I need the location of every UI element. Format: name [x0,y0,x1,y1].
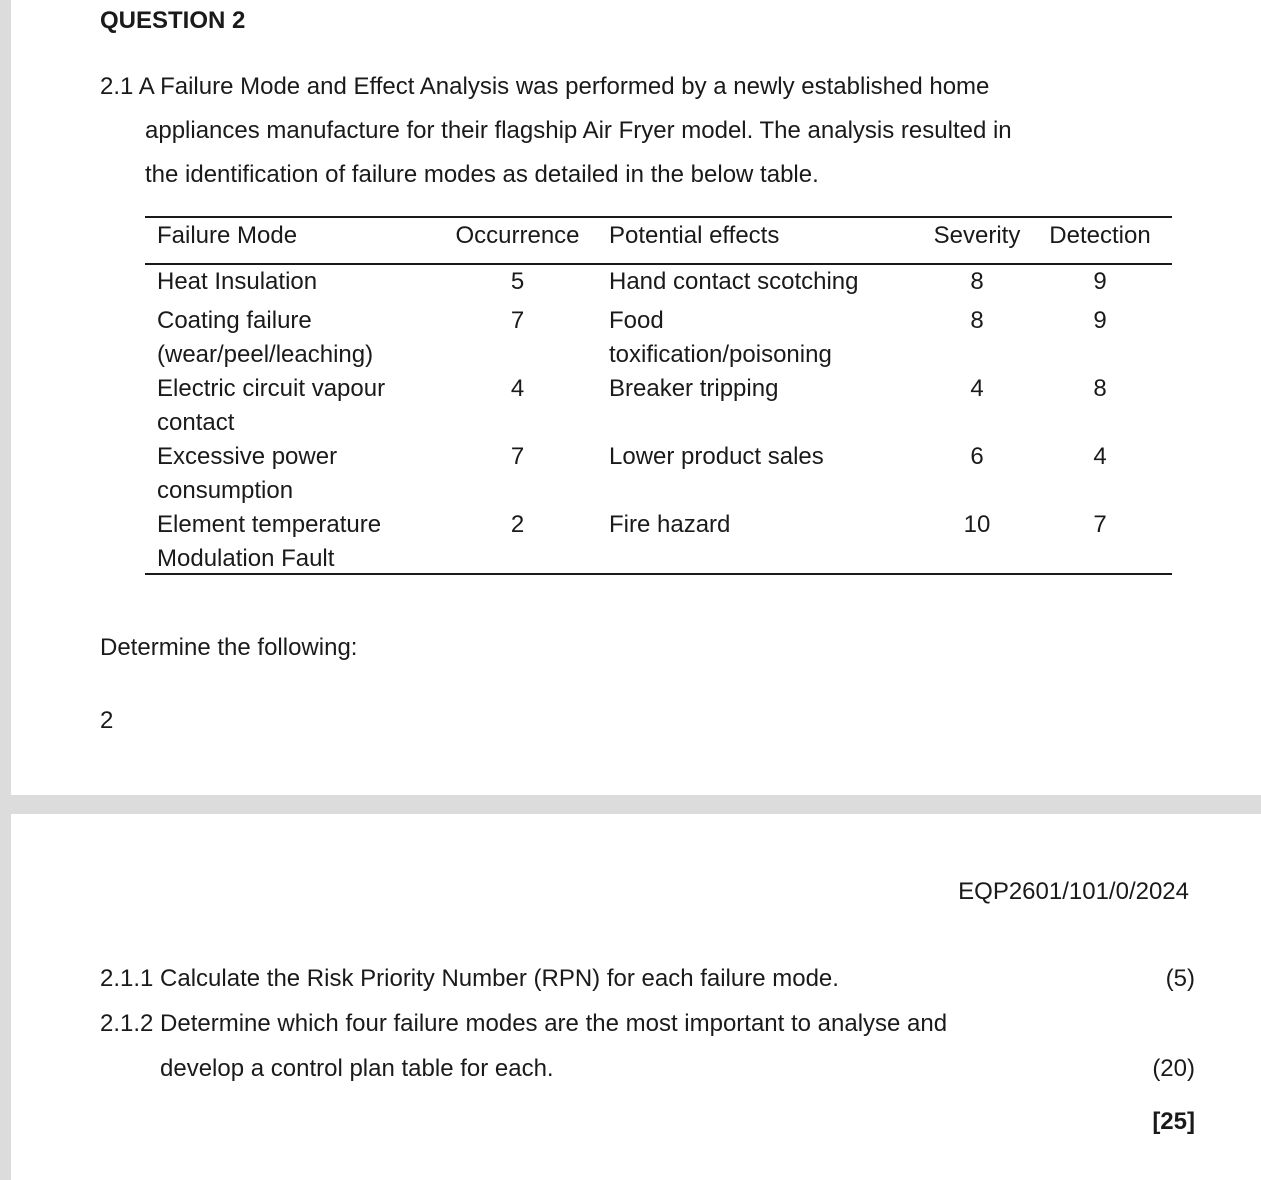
row-5-severity: 10 [963,511,991,538]
row-4-mode-line-1: Excessive power [157,443,338,470]
row-2-detection: 9 [1093,307,1107,334]
header-detection: Detection [1049,222,1151,249]
row-5-effect: Fire hazard [609,511,731,538]
header-occurrence: Occurrence [455,222,580,249]
row-5-occurrence: 2 [510,511,525,538]
row-2-effect-line-1: Food [609,307,664,334]
row-3-effect: Breaker tripping [609,375,779,402]
row-1-effect: Hand contact scotching [609,268,859,295]
question-2-1-1: 2.1.1 Calculate the Risk Priority Number (RPN) for each failure mode. [100,965,839,992]
intro-number: 2.1 [100,73,134,100]
row-3-mode-line-1: Electric circuit vapour [157,375,386,402]
page-1 [11,0,1261,795]
row-4-occurrence: 7 [510,443,525,470]
row-1-mode: Heat Insulation [157,268,318,295]
row-3-detection: 8 [1093,375,1107,402]
row-2-mode-line-1: Coating failure [157,307,312,334]
row-3-severity: 4 [970,375,984,402]
row-4-effect: Lower product sales [609,443,824,470]
table-top-rule [145,216,1172,218]
question-2-1-2-line-2: develop a control plan table for each. [160,1055,554,1082]
row-3-occurrence: 4 [510,375,525,402]
row-2-occurrence: 7 [510,307,525,334]
row-5-mode-line-2: Modulation Fault [157,545,335,572]
row-2-effect-line-2: toxification/poisoning [609,341,832,368]
intro-text-1: A Failure Mode and Effect Analysis was performed by a newly established home [138,73,990,100]
row-4-mode-line-2: consumption [157,477,294,504]
header-potential-effects: Potential effects [609,222,780,249]
header-severity: Severity [933,222,1021,249]
question-2-1-2-line-1: 2.1.2 Determine which four failure modes are the most important to analyse and [100,1010,948,1037]
row-5-mode-line-1: Element temperature [157,511,382,538]
row-2-mode-line-2: (wear/peel/leaching) [157,341,374,368]
row-2-severity: 8 [970,307,984,334]
row-1-severity: 8 [970,268,984,295]
intro-line-1 [100,73,989,101]
determine-text: Determine the following: [100,634,358,661]
row-1-occurrence: 5 [510,268,525,295]
row-5-detection: 7 [1093,511,1107,538]
fmea-table [145,216,1172,577]
total-marks: [25] [1152,1108,1195,1135]
question-2-1-1-marks: (5) [1165,965,1195,992]
row-4-severity: 6 [970,443,984,470]
header-failure-mode: Failure Mode [157,222,298,249]
document-code: EQP2601/101/0/2024 [958,878,1189,905]
intro-line-3: the identification of failure modes as detailed in the below table. [145,161,819,188]
question-2-1-2-marks: (20) [1152,1055,1195,1082]
question-heading: QUESTION 2 [100,7,246,34]
row-3-mode-line-2: contact [157,409,235,436]
page-2 [11,814,1261,1180]
page-number: 2 [100,707,114,734]
intro-line-2: appliances manufacture for their flagship Air Fryer model. The analysis resulted in [145,117,1012,144]
row-4-detection: 4 [1093,443,1107,470]
row-1-detection: 9 [1093,268,1107,295]
